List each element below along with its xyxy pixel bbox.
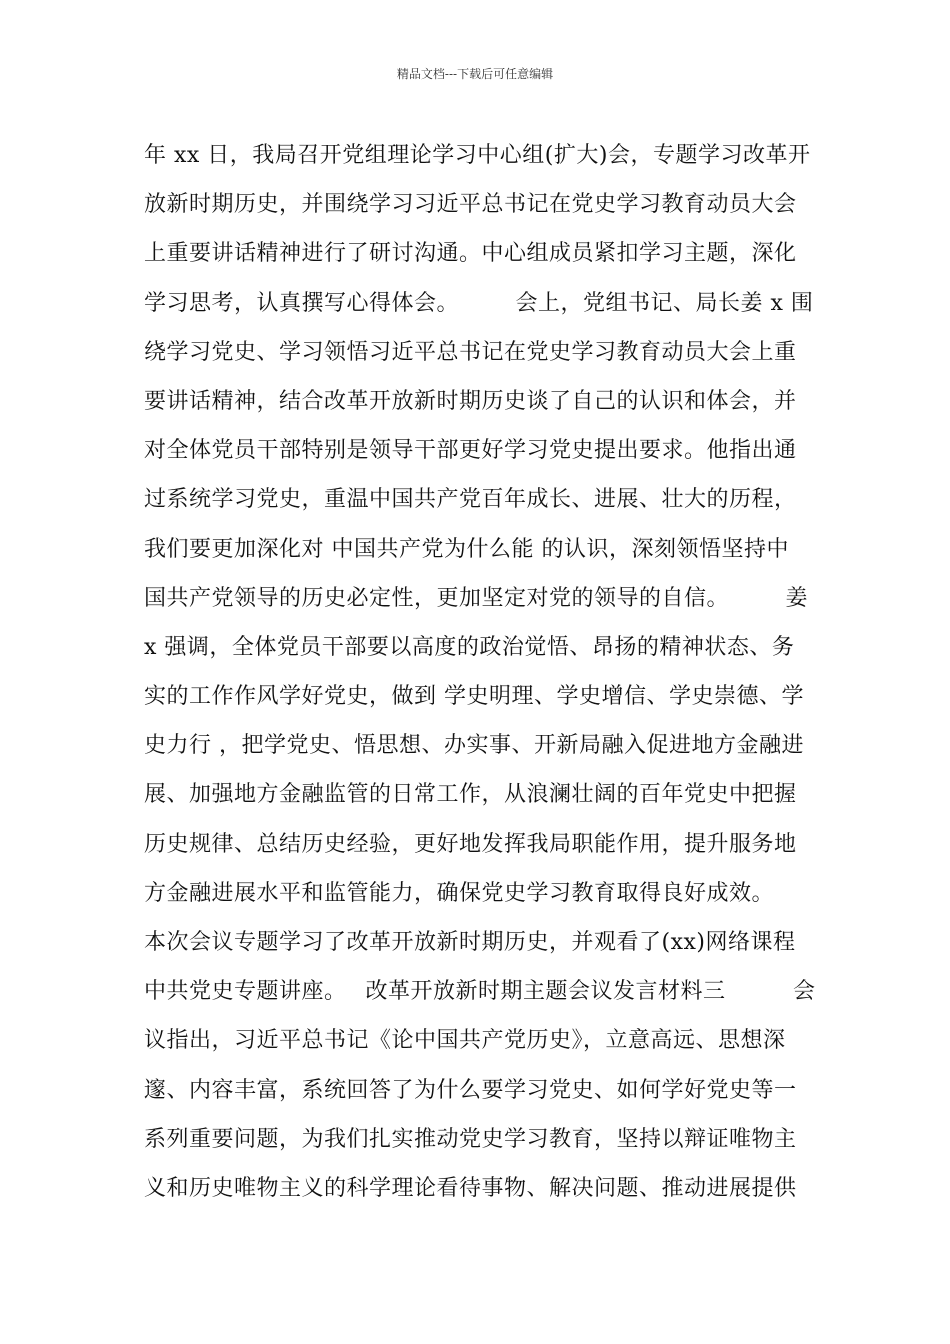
- text-line: 年 xx 日，我局召开党组理论学习中心组(扩大)会，专题学习改革开: [144, 143, 811, 168]
- text-line: 要讲话精神，结合改革开放新时期历史谈了自己的认识和体会，并: [144, 388, 797, 414]
- text-line: x 强调，全体党员干部要以高度的政治觉悟、昂扬的精神状态、务: [144, 634, 795, 660]
- text-line: 对全体党员干部特别是领导干部更好学习党史提出要求。他指出通: [144, 438, 797, 464]
- text-line: 放新时期历史，并围绕学习习近平总书记在党史学习教育动员大会: [144, 192, 797, 218]
- text-line: 邃、内容丰富，系统回答了为什么要学习党史、如何学好党史等一: [144, 1077, 797, 1103]
- page-header: 精品文档---下载后可任意编辑: [396, 67, 554, 81]
- text-line: 议指出，习近平总书记《论中国共产党历史》，立意高远、思想深: [144, 1028, 786, 1054]
- text-line: 学习思考，认真撰写心得体会。 会上，党组书记、局长姜 x 围: [144, 290, 814, 316]
- text-line: 方金融进展水平和监管能力，确保党史学习教育取得良好成效。: [144, 880, 775, 906]
- text-line: 史力行 ，把学党史、悟思想、办实事、开新局融入促进地方金融进: [144, 733, 804, 759]
- text-line: 义和历史唯物主义的科学理论看待事物、解决问题、推动进展提供: [144, 1175, 797, 1201]
- document-body: [144, 131, 814, 1213]
- text-line: 历史规律、总结历史经验，更好地发挥我局职能作用，提升服务地: [144, 831, 797, 857]
- text-line: 上重要讲话精神进行了研讨沟通。中心组成员紧扣学习主题，深化: [144, 241, 797, 267]
- text-line: 绕学习党史、学习领悟习近平总书记在党史学习教育动员大会上重: [144, 339, 797, 365]
- text-line: 过系统学习党史，重温中国共产党百年成长、进展、壮大的历程，: [144, 487, 797, 513]
- text-line: 国共产党领导的历史必定性，更加坚定对党的领导的自信。 姜: [144, 585, 809, 611]
- text-line: 展、加强地方金融监管的日常工作，从浪澜壮阔的百年党史中把握: [144, 782, 797, 808]
- text-line: 中共党史专题讲座。 改革开放新时期主题会议发言材料三 会: [144, 979, 816, 1005]
- text-line: 实的工作作风学好党史，做到 学史明理、学史增信、学史崇德、学: [144, 684, 804, 710]
- text-line: 本次会议专题学习了改革开放新时期历史，并观看了(xx)网络课程: [144, 930, 796, 955]
- text-line: 我们要更加深化对 中国共产党为什么能 的认识，深刻领悟坚持中: [144, 536, 789, 562]
- text-line: 系列重要问题，为我们扎实推动党史学习教育，坚持以辩证唯物主: [144, 1126, 797, 1152]
